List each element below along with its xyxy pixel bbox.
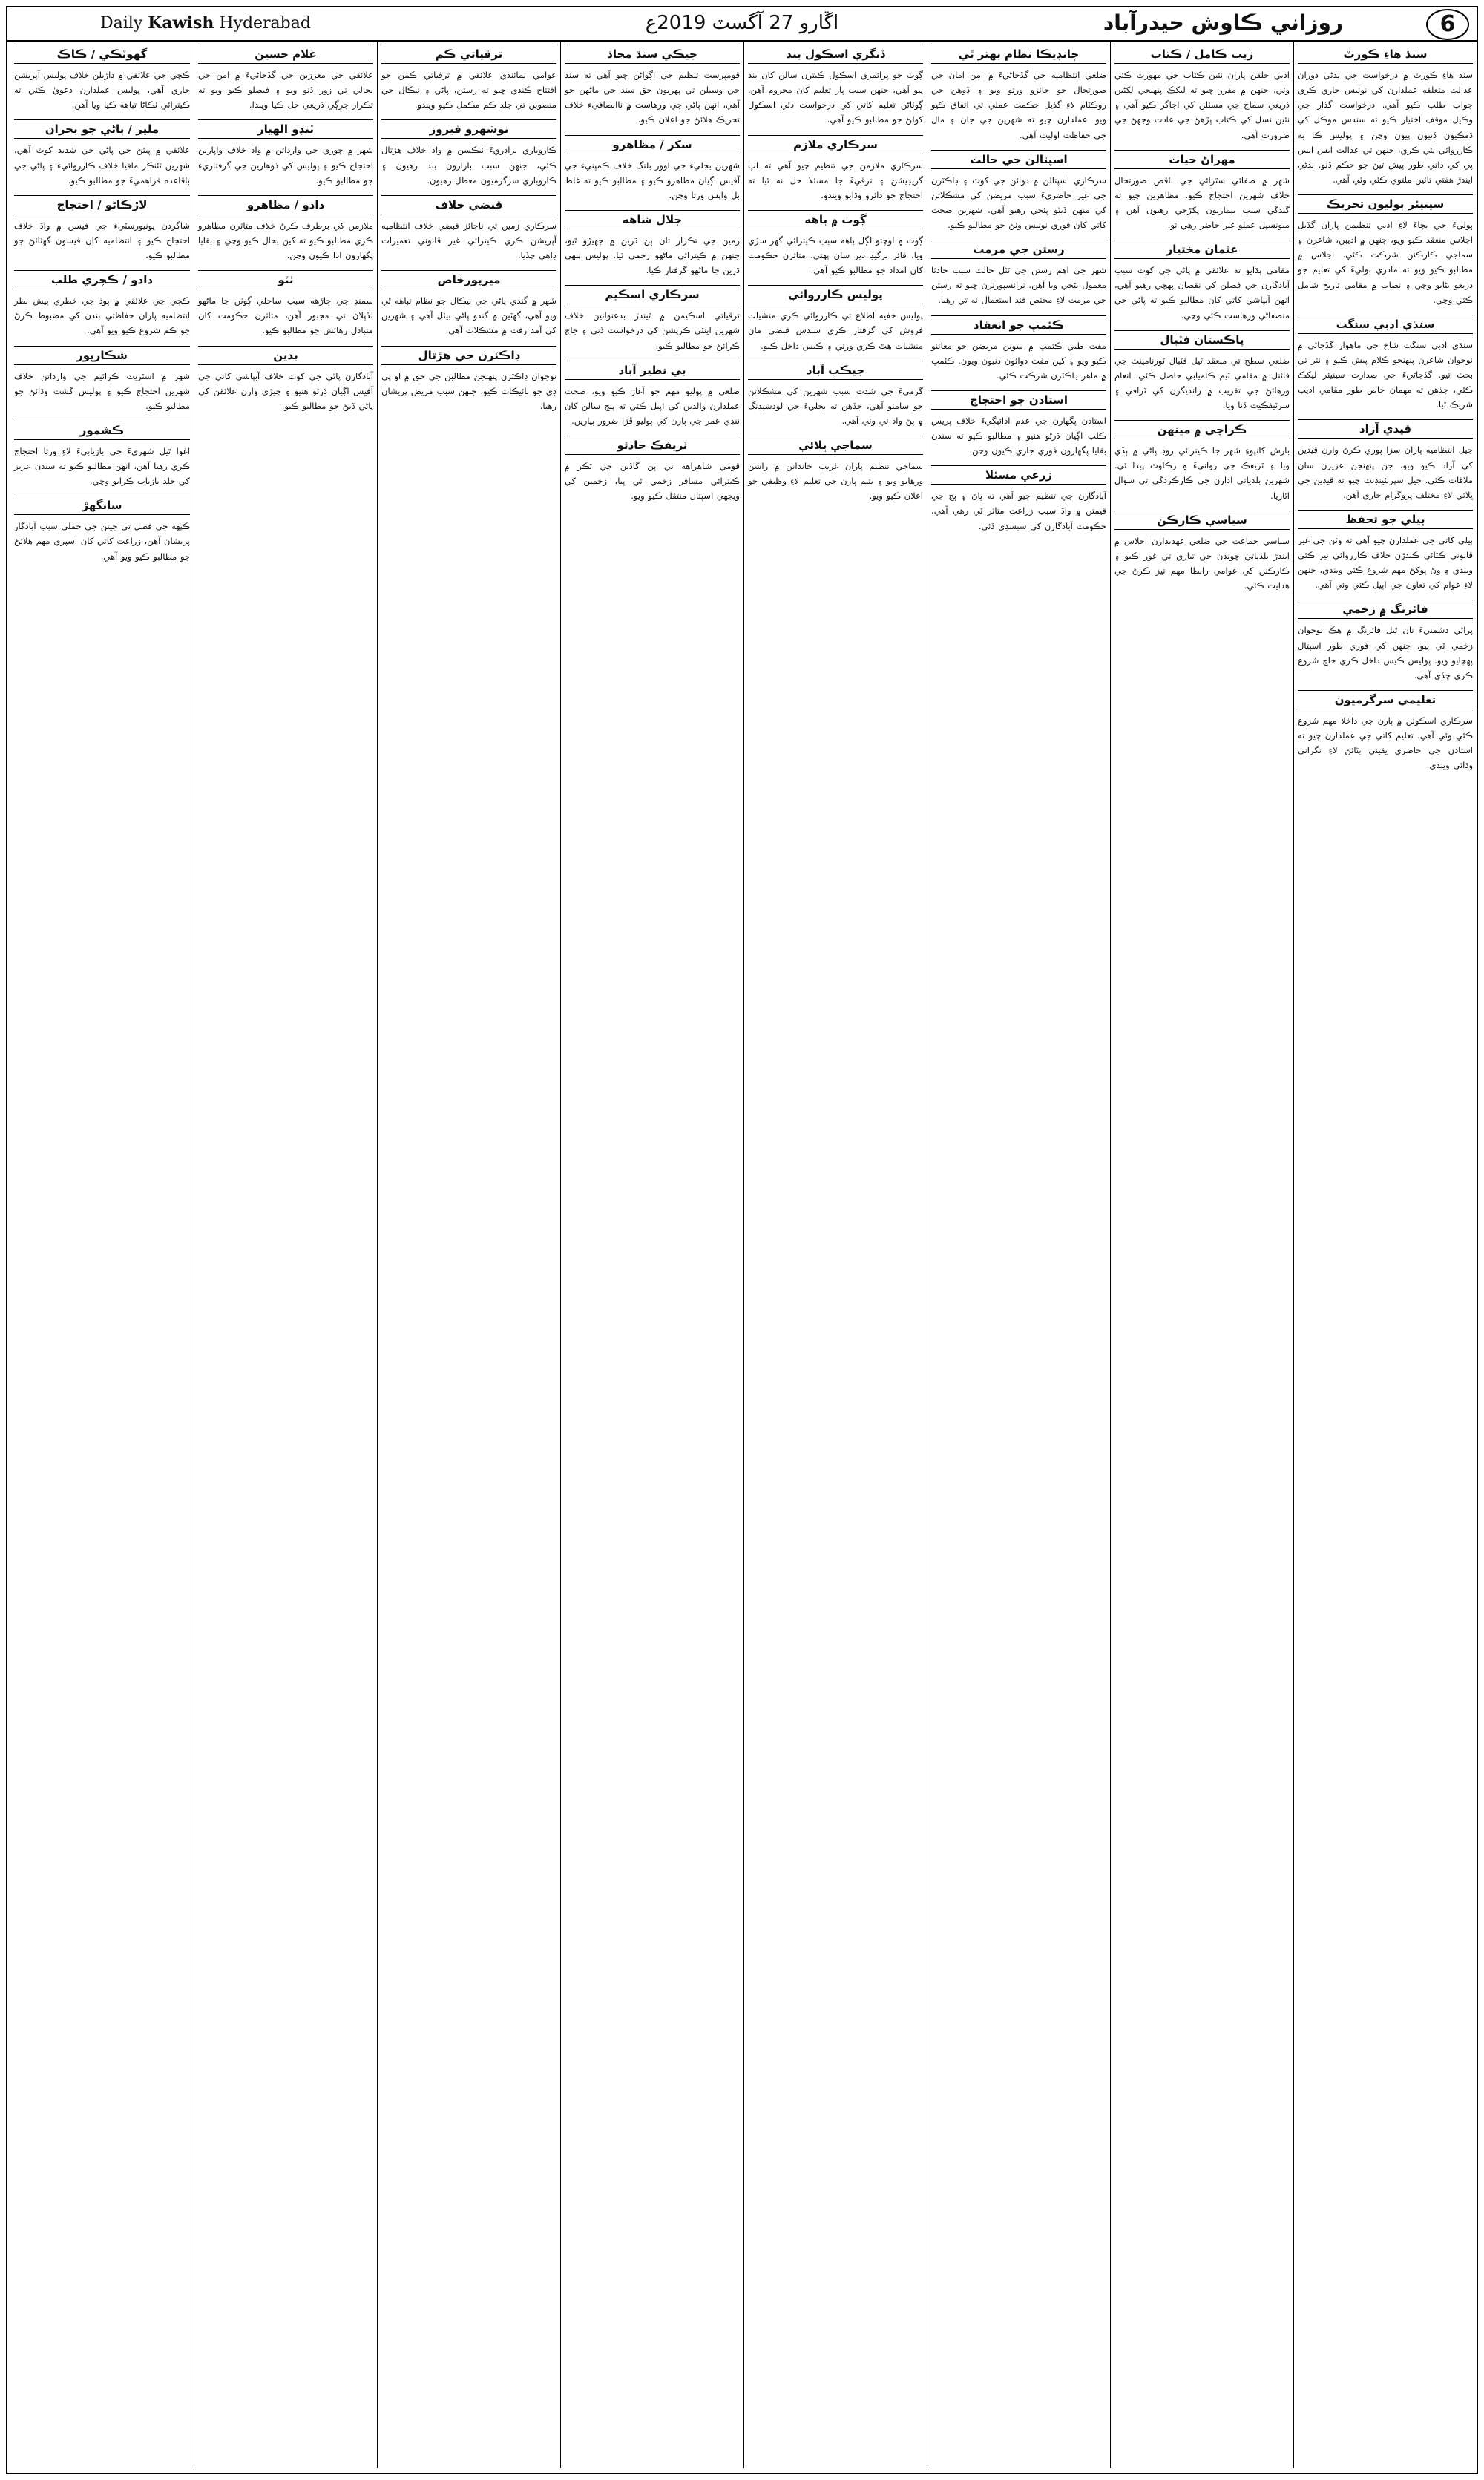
news-story [14, 45, 190, 112]
story-body: قومي شاهراهه تي ٻن گاڏين جي ٽڪر ۾ ڪيترائي مسافر زخمي ٿي پيا، زخمين کي ويجهي اسپتال منتقل ڪيو ويو. [565, 461, 740, 502]
news-story [931, 465, 1106, 533]
news-story [1298, 194, 1473, 307]
story-body: علائقي ۾ پيئڻ جي پاڻي جي شديد کوٽ آهي، شهرين ٽئنڪر مافيا خلاف ڪارروائيءَ ۽ پاڻي جي باقاعده فراهميءَ جو مطالبو ڪيو. [14, 145, 190, 186]
story-body: ڪاروباري برادريءَ ٽيڪسن ۾ واڌ خلاف هڙتال ڪئي، جنهن سبب بازارون بند رهيون ۽ ڪاروباري سرگرميون معطل رهيون. [381, 145, 556, 186]
story-headline: جلال شاهه [565, 210, 740, 229]
news-story [565, 361, 740, 428]
news-story [381, 195, 556, 263]
story-body: زمين جي تڪرار تان ٻن ڌرين ۾ جهيڙو ٿيو، جنهن ۾ ڪيترائي ماڻهو زخمي ٿيا. پوليس ٻنهي ڌرين جا ماڻهو گرفتار ڪيا. [565, 234, 740, 276]
news-story [565, 210, 740, 278]
story-headline: سانگهڙ [14, 496, 190, 515]
news-story [1298, 690, 1473, 773]
story-headline: ٽريفڪ حادثو [565, 436, 740, 455]
story-body: مقامي ٻڌايو ته علائقي ۾ پاڻي جي کوٽ سبب آبادگارن جي فصلن کي نقصان پهچي رهيو آهي، انهن آبپاشي کاتي کان مطالبو ڪيو ته پاڻي جي منصفاڻي ورهاست ڪئي وڃي. [1114, 265, 1290, 321]
news-columns [7, 42, 1477, 2468]
news-column [194, 42, 377, 2468]
story-body: ڪپهه جي فصل تي جيتن جي حملي سبب آبادگار پريشان آهن، زراعت کاتي کان اسپري مهم هلائڻ جو مطالبو ڪيو ويو آهي. [14, 521, 190, 562]
story-body: سرڪاري اسپتالن ۾ دوائن جي کوٽ ۽ ڊاڪٽرن جي غير حاضريءَ سبب مريضن کي مشڪلاتن کي منهن ڏيڻو پئجي رهيو آهي. شهرين صحت کاتي کان فوري نوٽيس وٺڻ جو مطالبو ڪيو. [931, 174, 1106, 230]
story-headline: پوليس ڪارروائي [748, 285, 923, 304]
story-headline: نوشهرو فيروز [381, 119, 556, 139]
story-body: استادن پگهارن جي عدم ادائيگيءَ خلاف پريس ڪلب اڳيان ڌرڻو هنيو ۽ مطالبو ڪيو ته سندن بقايا پگهارون فوري جاري ڪيون وڃن. [931, 415, 1106, 456]
story-headline: ڊاڪٽرن جي هڙتال [381, 346, 556, 365]
story-headline: لاڙڪاڻو / احتجاج [14, 195, 190, 214]
news-story [14, 421, 190, 488]
news-story [565, 285, 740, 352]
news-story [14, 496, 190, 563]
story-body: شهر ۾ صفائي سٿرائي جي ناقص صورتحال خلاف شهرين احتجاج ڪيو. مظاهرين چيو ته گندگي سبب بيماريون پکڙجي رهيون آهن ۽ ميونسپل عملو غير حاضر رهي ٿو. [1114, 174, 1290, 230]
story-headline: غلام حسين [198, 45, 373, 64]
story-headline: زيب ڪامل / ڪتاب [1114, 45, 1290, 64]
news-story [748, 210, 923, 278]
story-headline: پاڪستان فٽبال [1114, 330, 1290, 350]
news-column [1293, 42, 1477, 2468]
news-story [381, 346, 556, 413]
issue-date: اڱارو 27 آگسٽ 2019ع [645, 12, 839, 34]
news-story [198, 195, 373, 263]
story-headline: سرڪاري ملازم [748, 135, 923, 154]
story-headline: دادو / مظاهرو [198, 195, 373, 214]
story-body: سياسي جماعت جي ضلعي عهديدارن اجلاس ۾ ايندڙ بلدياتي چونڊن جي تياري تي غور ڪيو ۽ ڪارڪنن کي عوامي رابطا مهم تيز ڪرڻ جي هدايت ڪئي. [1114, 535, 1290, 591]
news-story [14, 346, 190, 413]
news-story [1298, 315, 1473, 413]
story-headline: ڪئمپ جو انعقاد [931, 315, 1106, 335]
news-story [198, 45, 373, 112]
story-headline: سماجي ڀلائي [748, 436, 923, 455]
story-body: ڪچي جي علائقي ۾ ٻوڏ جي خطري پيش نظر انتظاميه پاران حفاظتي بندن کي مضبوط ڪرڻ جو ڪم شروع ڪيو ويو آهي. [14, 295, 190, 336]
story-headline: ترقياتي ڪم [381, 45, 556, 64]
news-story [1114, 420, 1290, 503]
story-body: پراڻي دشمنيءَ تان ٿيل فائرنگ ۾ هڪ نوجوان زخمي ٿي پيو، جنهن کي فوري طور اسپتال پهچايو ويو. پوليس ڪيس داخل ڪري جاچ شروع ڪري ڇڏي آهي. [1298, 625, 1473, 680]
story-headline: دادو / ڪچري طلب [14, 270, 190, 289]
story-body: ٻيلي کاتي جي عملدارن چيو آهي ته وڻن جي غير قانوني ڪٽائي ڪندڙن خلاف ڪارروائي تيز ڪئي ويندي ۽ وڻ پوکڻ مهم شروع ڪئي ويندي، جنهن لاءِ عوام کي تعاون جي اپيل ڪئي وئي آهي. [1298, 534, 1473, 591]
story-body: عوامي نمائندي علائقي ۾ ترقياتي ڪمن جو افتتاح ڪندي چيو ته رستن، پاڻي ۽ نيڪال جي منصوبن تي جلد ڪم مڪمل ڪيو ويندو. [381, 70, 556, 111]
story-headline: ٽنڊو الهيار [198, 119, 373, 139]
story-body: نوجوان ڊاڪٽرن پنهنجن مطالبن جي حق ۾ او پي ڊي جو بائيڪاٽ ڪيو، جنهن سبب مريض پريشان رهيا. [381, 370, 556, 411]
story-headline: ڪراچي ۾ مينهن [1114, 420, 1290, 439]
story-headline: ڪشمور [14, 421, 190, 440]
story-headline: شڪارپور [14, 346, 190, 365]
story-headline: عثمان مختيار [1114, 240, 1290, 259]
story-headline: بدين [198, 346, 373, 365]
news-story [1114, 150, 1290, 233]
news-column [927, 42, 1110, 2468]
story-headline: ٻيلي جو تحفظ [1298, 510, 1473, 529]
story-headline: سرڪاري اسڪيم [565, 285, 740, 304]
story-body: سنڌ هاءِ ڪورٽ ۾ درخواست جي ٻڌڻي دوران عدالت متعلقه عملدارن کي نوٽيس جاري ڪري جواب طلب ڪيو آهي. درخواست گذار جي وڪيل موقف اختيار ڪيو ته سندس موڪل کي ڌمڪيون ڏنيون پيون وڃن ۽ پوليس ڪا به ڪارروائي نٿي ڪري، جنهن تي عدالت ايس ايس پي کي ذاتي طور پيش ٿيڻ جو حڪم ڏنو. ٻڌڻي ايندڙ هفتي تائين ملتوي ڪئي وئي آهي. [1298, 70, 1473, 185]
masthead [7, 7, 1477, 42]
story-headline: زرعي مسئلا [931, 465, 1106, 485]
story-headline: ڳوٺ ۾ باهه [748, 210, 923, 229]
story-headline: جيڪي سنڌ محاذ [565, 45, 740, 64]
masthead-city: Hyderabad [219, 14, 311, 33]
story-body: جيل انتظاميه پاران سزا پوري ڪرڻ وارن قيدين کي آزاد ڪيو ويو، جن پنهنجن عزيزن سان ملاقات ڪئي. جيل سپرنٽينڊنٽ چيو ته قيدين جي ڀلائي لاءِ مختلف پروگرام جاري آهن. [1298, 445, 1473, 500]
story-headline: جيڪب آباد [748, 361, 923, 380]
story-body: علائقي جي معززين جي گڏجاڻيءَ ۾ امن جي بحالي تي زور ڏنو ويو ۽ فيصلو ڪيو ويو ته تڪرار جرڳي ذريعي حل ڪيا ويندا. [198, 70, 373, 111]
story-body: سمنڊ جي چاڙهه سبب ساحلي ڳوٺن جا ماڻهو لڏپلاڻ تي مجبور آهن، متاثرن حڪومت کان متبادل رهائش جو مطالبو ڪيو. [198, 295, 373, 336]
news-story [1298, 45, 1473, 187]
news-story [1114, 330, 1290, 413]
story-headline: ٺٽو [198, 270, 373, 289]
news-story [1114, 45, 1290, 142]
masthead-prefix: Daily [100, 14, 143, 33]
news-story [381, 119, 556, 187]
story-headline: ميرپورخاص [381, 270, 556, 289]
news-story [1114, 240, 1290, 323]
story-body: ملازمن کي برطرف ڪرڻ خلاف متاثرن مظاهرو ڪري مطالبو ڪيو ته کين بحال ڪيو وڃي ۽ بقايا پگهارون ادا ڪيون وڃن. [198, 220, 373, 260]
newspaper-page [6, 6, 1478, 2474]
news-story [198, 270, 373, 338]
story-body: سرڪاري زمين تي ناجائز قبضي خلاف انتظاميه آپريشن ڪري ڪيترائي غير قانوني تعميرات ڊاهي ڇڏيا. [381, 220, 556, 260]
news-story [748, 135, 923, 203]
news-story [748, 285, 923, 352]
story-body: بارش کانپوءِ شهر جا ڪيترائي روڊ پاڻي ۾ ٻڏي ويا ۽ ٽريفڪ جي روانيءَ ۾ رڪاوٽ پيدا ٿي. شهرين بلدياتي ادارن جي ڪارڪردگي تي سوال اٿاريا. [1114, 445, 1290, 501]
story-body: سماجي تنظيم پاران غريب خاندانن ۾ راشن ورهايو ويو ۽ يتيم ٻارن جي تعليم لاءِ وظيفي جو اعلان ڪيو ويو. [748, 461, 923, 502]
news-story [14, 195, 190, 263]
masthead-brand: Kawish [148, 13, 214, 33]
story-headline: قبضي خلاف [381, 195, 556, 214]
story-headline: سينيئر ٻوليون تحريڪ [1298, 194, 1473, 214]
story-headline: اسپتالن جي حالت [931, 150, 1106, 169]
story-body: شهر ۾ چوري جي وارداتن ۾ واڌ خلاف واپارين احتجاج ڪيو ۽ پوليس کي ڏوهارين جي گرفتاريءَ جو مطالبو ڪيو. [198, 145, 373, 186]
news-story [1298, 510, 1473, 593]
story-headline: استادن جو احتجاج [931, 390, 1106, 410]
news-story [1298, 419, 1473, 502]
page-number: 6 [1426, 9, 1469, 40]
newspaper-name: روزاني ڪاوش حيدرآباد [1103, 10, 1343, 35]
story-body: ادبي حلقن پاران نئين ڪتاب جي مهورت ڪئي وئي، جنهن ۾ مقرر چيو ته ليکڪ پنهنجي لکڻين ذريعي سماج جي مسئلن کي اجاگر ڪيو آهي ۽ نئين نسل کي ڪتاب پڙهڻ جي عادت وجهڻ جي ضرورت آهي. [1114, 70, 1290, 140]
news-story [14, 119, 190, 187]
story-body: ترقياتي اسڪيمن ۾ ٿيندڙ بدعنوانين خلاف شهرين اينٽي ڪرپشن کي درخواست ڏني ۽ جاچ ڪرائڻ جو مطالبو ڪيو. [565, 310, 740, 351]
news-story [931, 315, 1106, 383]
story-headline: بي نظير آباد [565, 361, 740, 380]
story-body: آبادگارن پاڻي جي کوٽ خلاف آبپاشي کاتي جي آفيس اڳيان ڌرڻو هنيو ۽ ڇيڙي وارن علائقن کي پاڻي ڏيڻ جو مطالبو ڪيو. [198, 370, 373, 411]
story-body: ڳوٺ ۾ اوچتو لڳل باهه سبب ڪيترائي گهر سڙي ويا، فائر برگيڊ دير سان پهتي. متاثرن حڪومت کان امداد جو مطالبو ڪيو آهي. [748, 234, 923, 276]
story-body: پوليس خفيه اطلاع تي ڪارروائي ڪري منشيات فروش کي گرفتار ڪري سندس قبضي مان منشيات هٿ ڪري ورتي ۽ ڪيس داخل ڪيو. [748, 310, 923, 351]
story-body: شهرين بجليءَ جي اوور بلنگ خلاف ڪمپنيءَ جي آفيس اڳيان مظاهرو ڪيو ۽ مطالبو ڪيو ته غلط بل واپس ورتا وڃن. [565, 160, 740, 200]
story-body: ضلعي انتظاميه جي گڏجاڻيءَ ۾ امن امان جي صورتحال جو جائزو ورتو ويو ۽ ڏوهن جي روڪٿام لاءِ گڏيل حڪمت عملي تي اتفاق ڪيو ويو. عملدارن چيو ته شهرين جي جان ۽ مال جي حفاظت اوليت آهي. [931, 70, 1106, 140]
story-headline: سنڌ هاءِ ڪورٽ [1298, 45, 1473, 64]
story-headline: چانڊيڪا نظام بهتر ٿي [931, 45, 1106, 64]
news-story [565, 135, 740, 203]
story-body: مفت طبي ڪئمپ ۾ سوين مريضن جو معائنو ڪيو ويو ۽ کين مفت دوائون ڏنيون ويون. ڪئمپ ۾ ماهر ڊاڪٽرن شرڪت ڪئي. [931, 340, 1106, 381]
news-story [748, 45, 923, 128]
story-body: سرڪاري ملازمن جي تنظيم چيو آهي ته اپ گريڊيشن ۽ ترقيءَ جا مسئلا حل نه ٿيا ته احتجاج جو دائرو وڌايو ويندو. [748, 160, 923, 200]
story-headline: سياسي ڪارڪن [1114, 511, 1290, 530]
story-body: اغوا ٿيل شهريءَ جي بازيابيءَ لاءِ ورثا احتجاج ڪري رهيا آهن، انهن مطالبو ڪيو ته سندن عزيز کي جلد بازياب ڪرايو وڃي. [14, 445, 190, 487]
story-body: شهر ۾ اسٽريٽ ڪرائيم جي وارداتن خلاف شهرين احتجاج ڪيو ۽ پوليس گشت وڌائڻ جو مطالبو ڪيو. [14, 370, 190, 411]
news-story [1298, 600, 1473, 683]
news-story [381, 45, 556, 112]
news-column [377, 42, 560, 2468]
news-column [10, 42, 194, 2468]
news-story [1114, 511, 1290, 594]
story-body: گرميءَ جي شدت سبب شهرين کي مشڪلاتن جو سامنو آهي، جڏهن ته بجليءَ جي لوڊشيڊنگ ۾ پڻ واڌ ٿي وئي آهي. [748, 385, 923, 426]
story-body: ڪچي جي علائقي ۾ ڌاڙيلن خلاف پوليس آپريشن جاري آهي، پوليس عملدارن دعويٰ ڪئي ته ڪيترائي ٺڪاڻا تباهه ڪيا ويا آهن. [14, 70, 190, 111]
news-story [931, 240, 1106, 307]
news-story [931, 45, 1106, 142]
news-story [381, 270, 556, 338]
news-story [931, 150, 1106, 233]
story-body: ٻوليءَ جي بچاءَ لاءِ ادبي تنظيمن پاران گڏيل اجلاس منعقد ڪيو ويو، جنهن ۾ اديبن، شاعرن ۽ سماجي ڪارڪنن شرڪت ڪئي. اجلاس ۾ مطالبو ڪيو ويو ته مادري ٻوليءَ کي تعليم جو ذريعو بڻايو وڃي ۽ نصاب ۾ مقامي تاريخ شامل ڪئي وڃي. [1298, 220, 1473, 305]
story-headline: سکر / مظاهرو [565, 135, 740, 154]
story-body: شاگردن يونيورسٽيءَ جي فيسن ۾ واڌ خلاف احتجاج ڪيو ۽ انتظاميه کان فيسون گهٽائڻ جو مطالبو ڪيو. [14, 220, 190, 260]
story-headline: ملير / پاڻي جو بحران [14, 119, 190, 139]
story-headline: رستن جي مرمت [931, 240, 1106, 259]
story-headline: تعليمي سرگرميون [1298, 690, 1473, 709]
news-story [198, 346, 373, 413]
news-column [560, 42, 743, 2468]
news-column [743, 42, 927, 2468]
story-body: سنڌي ادبي سنگت شاخ جي ماهوار گڏجاڻي ۾ نوجوان شاعرن پنهنجو ڪلام پيش ڪيو ۽ نثر تي بحث ٿيو. گڏجاڻيءَ جي صدارت سينيئر ليکڪ ڪئي، جڏهن ته مهمان خاص طور مقامي اديب شريڪ ٿيا. [1298, 339, 1473, 410]
story-headline: مهراڻ حيات [1114, 150, 1290, 169]
news-story [565, 45, 740, 128]
story-body: ضلعي سطح تي منعقد ٿيل فٽبال ٽورنامينٽ جي فائنل ۾ مقامي ٽيم ڪاميابي حاصل ڪئي. انعام ورهائڻ جي تقريب ۾ رانديگرن کي ٽرافي ۽ سرٽيفڪيٽ ڏنا ويا. [1114, 355, 1290, 410]
story-headline: سنڌي ادبي سنگت [1298, 315, 1473, 334]
story-body: شهر ۾ گندي پاڻي جي نيڪال جو نظام تباهه ٿي ويو آهي، گهٽين ۾ گندو پاڻي بيٺل آهي ۽ شهرين کي آمد رفت ۾ مشڪلات آهي. [381, 295, 556, 336]
news-story [931, 390, 1106, 458]
news-story [565, 436, 740, 503]
news-story [198, 119, 373, 187]
story-body: ضلعي ۾ پوليو مهم جو آغاز ڪيو ويو، صحت عملدارن والدين کي اپيل ڪئي ته پنج سالن کان ننڍي عمر جي ٻارن کي پوليو ڦڙا ضرور پيارين. [565, 385, 740, 426]
news-story [14, 270, 190, 338]
news-story [748, 436, 923, 503]
story-body: قومپرست تنظيم جي اڳواڻن چيو آهي ته سنڌ جي وسيلن تي پهريون حق سنڌ جي ماڻهن جو آهي، انهن پاڻي جي ورهاست ۾ ناانصافيءَ خلاف تحريڪ هلائڻ جو اعلان ڪيو. [565, 70, 740, 125]
story-body: آبادگارن جي تنظيم چيو آهي ته ڀاڻ ۽ ٻج جي قيمتن ۾ واڌ سبب زراعت متاثر ٿي رهي آهي، حڪومت آبادگارن کي سبسڊي ڏئي. [931, 491, 1106, 531]
news-story [748, 361, 923, 428]
story-headline: قيدي آزاد [1298, 419, 1473, 439]
story-headline: فائرنگ ۾ زخمي [1298, 600, 1473, 619]
news-column [1110, 42, 1293, 2468]
story-body: شهر جي اهم رستن جي ٽٽل حالت سبب حادثا معمول بڻجي ويا آهن. ٽرانسپورٽرن چيو ته رستن جي مرمت لاءِ مختص فنڊ استعمال نه ٿي رهيا. [931, 265, 1106, 306]
story-body: سرڪاري اسڪولن ۾ ٻارن جي داخلا مهم شروع ڪئي وئي آهي. تعليم کاتي جي عملدارن چيو ته استادن جي حاضري يقيني بڻائڻ لاءِ نگراني وڌائي ويندي. [1298, 715, 1473, 771]
story-headline: گهوٽڪي / ڪاڪ [14, 45, 190, 64]
story-headline: ڏنگري اسڪول بند [748, 45, 923, 64]
story-body: ڳوٺ جو پرائمري اسڪول ڪيترن سالن کان بند پيو آهي، جنهن سبب ٻار تعليم کان محروم آهن. ڳوٺاڻن تعليم کاتي کي درخواست ڏئي اسڪول کولڻ جو مطالبو ڪيو آهي. [748, 70, 923, 125]
